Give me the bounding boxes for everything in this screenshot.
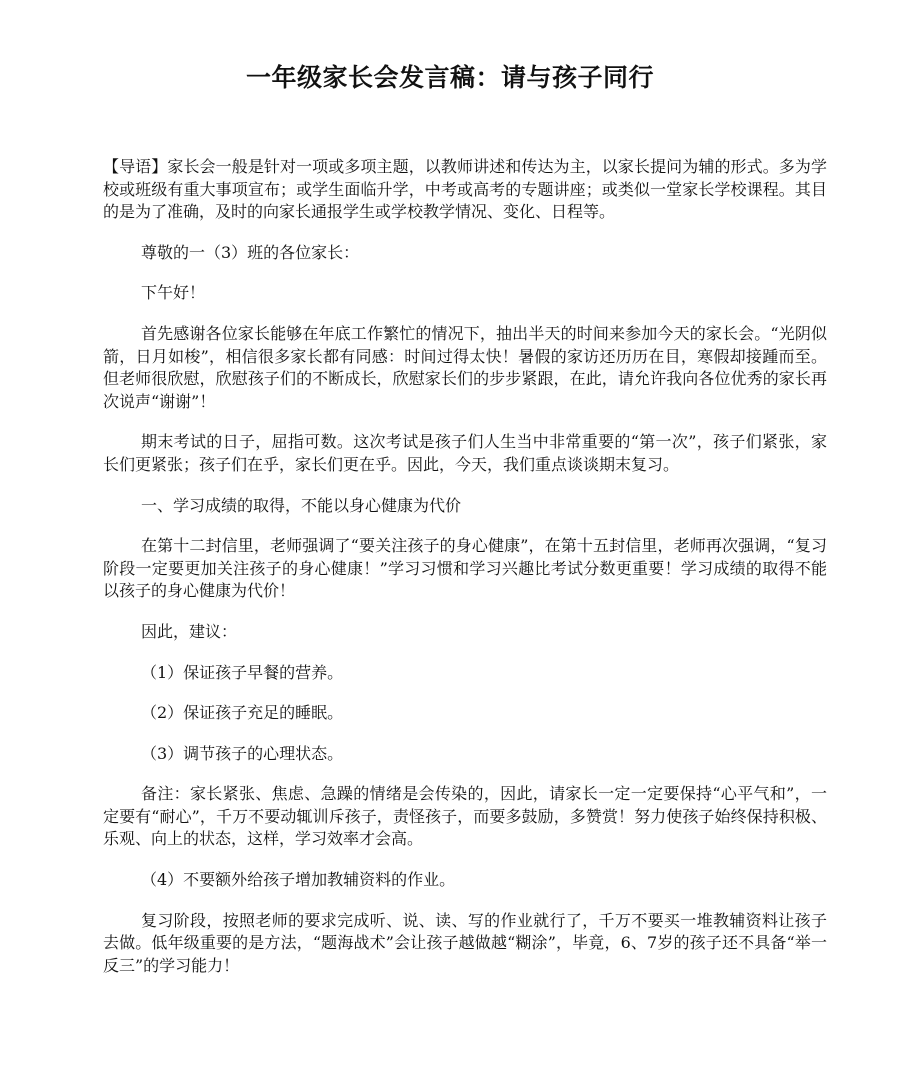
greeting-line: 尊敬的一（3）班的各位家长： bbox=[141, 242, 360, 262]
suggestion-item-4: （4）不要额外给孩子增加教辅资料的作业。 bbox=[141, 870, 456, 890]
review-paragraph: 复习阶段，按照老师的要求完成听、说、读、写的作业就行了，千万不要买一堆教辅资料让孩子去做。低年级重要的是方法，“题海战术”会让孩子越做越“糊涂”，毕竟，6、7岁的孩子还不具备“举一反三”的学习能力！ bbox=[103, 910, 827, 975]
suggestion-item-2: （2）保证孩子充足的睡眠。 bbox=[141, 703, 344, 723]
section-heading-one: 一、学习成绩的取得，不能以身心健康为代价 bbox=[141, 495, 462, 515]
exam-paragraph: 期末考试的日子，屈指可数。这次考试是孩子们人生当中非常重要的“第一次”，孩子们紧张，家长们更紧张；孩子们在乎，家长们更在乎。因此，今天，我们重点谈谈期末复习。 bbox=[103, 432, 827, 474]
salutation-line: 下午好！ bbox=[141, 283, 206, 303]
suggestion-item-3: （3）调节孩子的心理状态。 bbox=[141, 743, 344, 763]
note-paragraph: 备注：家长紧张、焦虑、急躁的情绪是会传染的，因此，请家长一定一定要保持“心平气和”，一定要有“耐心”，千万不要动辄训斥孩子，责怪孩子，而要多鼓励，多赞赏！努力使孩子始终保持积极、乐观、向上的状态，这样，学习效率才会高。 bbox=[103, 784, 827, 849]
thanks-paragraph: 首先感谢各位家长能够在年底工作繁忙的情况下，抽出半天的时间来参加今天的家长会。“光阴似箭，日月如梭”，相信很多家长都有同感：时间过得太快！暑假的家访还历历在目，寒假却接踵而至。但老师很欣慰，欣慰孩子们的不断成长，欣慰家长们的步步紧跟，在此，请允许我向各位优秀的家长再次说声“谢谢”！ bbox=[103, 323, 827, 411]
suggestion-label: 因此，建议： bbox=[141, 621, 238, 641]
intro-paragraph: 【导语】家长会一般是针对一项或多项主题，以教师讲述和传达为主，以家长提问为辅的形式。多为学校或班级有重大事项宣布；或学生面临升学，中考或高考的专题讲座；或类似一堂家长学校课程。其目的是为了准确，及时的向家长通报学生或学校教学情况、变化、日程等。 bbox=[103, 157, 827, 222]
suggestion-item-1: （1）保证孩子早餐的营养。 bbox=[141, 662, 344, 682]
document-title: 一年级家长会发言稿：请与孩子同行 bbox=[245, 63, 654, 92]
document-body bbox=[103, 156, 827, 995]
letters-paragraph: 在第十二封信里，老师强调了“要关注孩子的身心健康”，在第十五封信里，老师再次强调，“复习阶段一定要更加关注孩子的身心健康！”学习习惯和学习兴趣比考试分数更重要！学习成绩的取得不能以孩子的身心健康为代价！ bbox=[103, 536, 827, 601]
